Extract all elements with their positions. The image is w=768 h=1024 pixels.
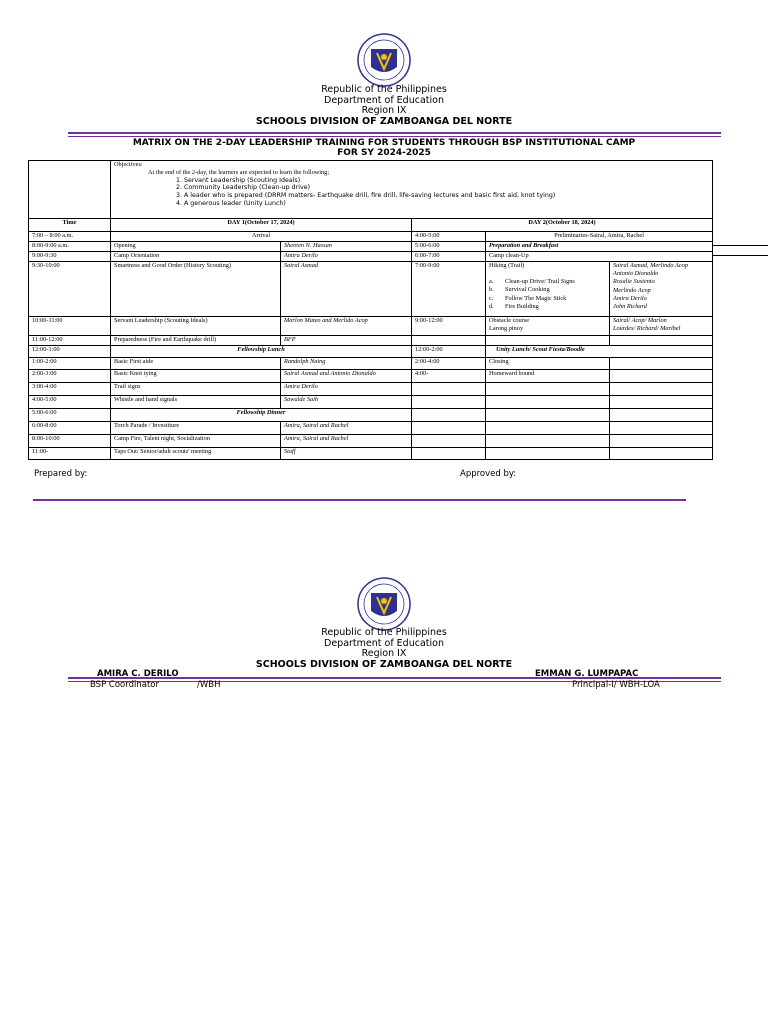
time-cell xyxy=(412,336,486,346)
hiking-item-text: Survival Cooking xyxy=(505,286,550,294)
obstacle-cell xyxy=(486,317,610,336)
time-cell: 11:00-12:00 xyxy=(29,336,111,346)
footer-rule-2 xyxy=(68,677,721,679)
hiking-item xyxy=(489,278,606,286)
list-marker: d. xyxy=(489,302,494,310)
table-row xyxy=(29,383,713,396)
time-cell: 4:00-5:00 xyxy=(412,232,486,242)
activity-cell: Taps Out/ Senior/adult scouts' meeting xyxy=(111,448,281,460)
activity-cell: Fellowship Dinner xyxy=(111,409,412,422)
signer2-role: Principal-I/ WBH-LOA xyxy=(572,680,660,690)
list-marker: b. xyxy=(489,286,494,294)
schedule-matrix xyxy=(28,160,713,460)
table-overflow-line xyxy=(712,255,768,256)
objectives-intro: At the end of the 2-day, the learners are expected to learn the following; xyxy=(148,168,330,176)
footer-rule xyxy=(33,499,686,501)
activity-cell: Closing xyxy=(486,358,610,370)
activity-cell: Torch Parade / Investiture xyxy=(111,422,281,435)
table-row xyxy=(29,232,713,242)
facilitator-cell xyxy=(610,448,713,460)
time-cell: 3:00-4:00 xyxy=(29,383,111,396)
division-line: SCHOOLS DIVISION OF ZAMBOANGA DEL NORTE xyxy=(255,115,513,127)
time-cell: 4:00-5:00 xyxy=(29,396,111,409)
header-rule-thin xyxy=(68,136,721,137)
objective-item: 1. Servant Leadership (Scouting Ideals) xyxy=(184,177,709,185)
letterhead xyxy=(0,85,768,127)
signer1-name: AMIRA C. DERILO xyxy=(97,669,179,679)
list-marker: c. xyxy=(489,294,494,302)
activity-cell: Trail signs xyxy=(111,383,281,396)
region-line: Region IX xyxy=(361,648,407,659)
signer2-name: EMMAN G. LUMPAPAC xyxy=(535,669,639,679)
deped-seal-icon xyxy=(357,577,411,631)
time-cell: 11:00- xyxy=(29,448,111,460)
region-line: Region IX xyxy=(361,105,407,116)
time-cell: 2:00-3:00 xyxy=(29,370,111,383)
title-line-1: MATRIX ON THE 2-DAY LEADERSHIP TRAINING FOR STUDENTS THROUGH BSP INSTITUTIONAL CAMP xyxy=(132,138,636,148)
facilitator-cell: Staff xyxy=(281,448,412,460)
objective-item: 4. A generous leader (Unity Lunch) xyxy=(184,200,709,208)
table-row xyxy=(29,346,713,358)
facilitator-cell: Sairal Asmad and Antonio Dionaldo xyxy=(281,370,412,383)
facilitator-cell xyxy=(610,409,713,422)
activity-cell xyxy=(486,383,610,396)
facilitator-name: Amira Derilo xyxy=(613,294,647,302)
activity-cell: Arrival xyxy=(111,232,412,242)
facilitator-cell xyxy=(610,336,713,346)
table-row xyxy=(29,262,713,317)
time-cell: 8:00-10:00 xyxy=(29,435,111,448)
time-cell: 4:00- xyxy=(412,370,486,383)
time-cell: 6:00-8:00 xyxy=(29,422,111,435)
day2-header: DAY 2(October 18, 2024) xyxy=(412,219,713,232)
activity-cell: Camp Orientation xyxy=(111,252,281,262)
table-header-row xyxy=(29,219,713,232)
time-cell: 12:00-2:00 xyxy=(412,346,486,358)
division-line: SCHOOLS DIVISION OF ZAMBOANGA DEL NORTE xyxy=(255,658,513,670)
time-cell xyxy=(412,422,486,435)
time-cell: 5:00-6:00 xyxy=(29,409,111,422)
facilitator-name: John Richard xyxy=(613,303,647,311)
activity-cell xyxy=(486,396,610,409)
facilitator-name: Rosalie Sustento xyxy=(613,278,655,286)
time-cell xyxy=(412,435,486,448)
activity-cell: Basic First aide xyxy=(111,358,281,370)
prepared-by-label: Prepared by: xyxy=(34,469,88,479)
hiking-item-text: Clean-up Drive/ Trail Signs xyxy=(505,278,575,286)
hiking-cell xyxy=(486,262,610,317)
country-line: Republic of the Philippines xyxy=(321,627,447,638)
facilitator-cell: Marlon Mateo and Merlido Acop xyxy=(281,317,412,336)
objectives-list xyxy=(114,177,709,208)
signer1-role-suffix: /WBH xyxy=(197,680,221,690)
activity-cell: Camp Fire, Talent night, Socialization xyxy=(111,435,281,448)
facilitator-name: Sairal Asmad, Merlindo Acop xyxy=(613,262,688,269)
obstacle-extra: Larong pinoy xyxy=(489,325,524,333)
hiking-facilitators-cell xyxy=(610,262,713,317)
activity-cell xyxy=(486,448,610,460)
deped-seal-icon xyxy=(357,33,411,87)
activity-cell xyxy=(486,409,610,422)
objective-item: 3. A leader who is prepared (DRRM matters- Earthquake drill, fire drill, life-saving lectures and basic first aid, knot tying) xyxy=(184,192,709,200)
table-row xyxy=(29,448,713,460)
hiking-item-text: Fire Building xyxy=(505,302,539,310)
activity-cell xyxy=(486,336,610,346)
objectives-cell xyxy=(111,161,713,219)
hiking-item-text: Follow The Magic Stick xyxy=(505,294,567,302)
table-overflow-line xyxy=(712,245,768,246)
activity-cell: Preliminaries-Sairal, Amira, Rachel xyxy=(486,232,713,242)
activity-cell: Whistle and hand signals xyxy=(111,396,281,409)
objective-item: 2. Community Leadership (Clean-up drive) xyxy=(184,184,709,192)
department-line: Department of Education xyxy=(324,94,444,106)
table-row xyxy=(29,370,713,383)
activity-cell: Unity Lunch/ Scout Fiesta/Boodle xyxy=(486,346,713,358)
activity-cell xyxy=(486,422,610,435)
table-row xyxy=(29,358,713,370)
facilitator-cell: Amira, Sairal and Rachel xyxy=(281,435,412,448)
time-cell: 9:00-9:30 xyxy=(29,252,111,262)
facilitator-cell: Amira Derilo xyxy=(281,252,412,262)
facilitator-cell: Amira, Sairal and Rachel xyxy=(281,422,412,435)
facilitator-cell: Randolph Naing xyxy=(281,358,412,370)
objectives-label: Objectives: xyxy=(114,161,143,168)
facilitator-cell xyxy=(610,396,713,409)
header-rule xyxy=(68,132,721,134)
activity-cell: Homeward bound xyxy=(486,370,610,383)
time-cell: 9:30-10:00 xyxy=(29,262,111,317)
time-cell: 2:00-4:00 xyxy=(412,358,486,370)
time-cell: 7:00-9:00 xyxy=(412,262,486,317)
time-cell xyxy=(412,396,486,409)
activity-cell: Basic Knot tying xyxy=(111,370,281,383)
time-cell xyxy=(412,448,486,460)
obstacle-title: Obstacle course xyxy=(489,317,530,324)
title-line-2: FOR SY 2024-2025 xyxy=(337,148,431,158)
time-cell xyxy=(412,409,486,422)
approved-by-label: Approved by: xyxy=(460,469,517,479)
time-cell xyxy=(412,383,486,396)
time-cell: 10:00-11:00 xyxy=(29,317,111,336)
list-marker: a. xyxy=(489,278,494,286)
facilitator-cell xyxy=(610,422,713,435)
hiking-item xyxy=(489,303,606,311)
table-row xyxy=(29,422,713,435)
department-line: Department of Education xyxy=(324,637,444,649)
time-cell: 5:00-6:00 xyxy=(412,242,486,252)
time-cell: 6:00-7:00 xyxy=(412,252,486,262)
activity-cell: Servant Leadership (Scouting Ideals) xyxy=(111,317,281,336)
document-title xyxy=(0,138,768,158)
table-row xyxy=(29,396,713,409)
facilitator-cell: BFP xyxy=(281,336,412,346)
facilitator-cell xyxy=(610,383,713,396)
objectives-blank-cell xyxy=(29,161,111,219)
activity-cell: Fellowship Lunch xyxy=(111,346,412,358)
signer1-role: BSP Coordinator xyxy=(90,680,159,690)
table-row xyxy=(29,435,713,448)
activity-cell: Preparedness (Fire and Earthquake drill) xyxy=(111,336,281,346)
day1-header: DAY 1(October 17, 2024) xyxy=(111,219,412,232)
facilitator-cell: Sairal Asmad xyxy=(281,262,412,317)
facilitator-name: Lourdes/ Richard/ Maribel xyxy=(613,325,681,333)
country-line: Republic of the Philippines xyxy=(321,84,447,95)
time-header: Time xyxy=(29,219,111,232)
objectives-row xyxy=(29,161,713,219)
facilitator-name: Sairal/ Acop/ Marlon xyxy=(613,317,667,324)
table-row xyxy=(29,242,713,252)
hiking-item xyxy=(489,295,606,303)
table-row xyxy=(29,317,713,336)
facilitator-name: Merlindo Acop xyxy=(613,286,651,294)
time-cell: 9:00-12:00 xyxy=(412,317,486,336)
facilitator-name: Antonio Dionaldo xyxy=(613,270,659,278)
hiking-title: Hiking (Trail) xyxy=(489,262,525,269)
hiking-list xyxy=(489,278,606,311)
table-row xyxy=(29,409,713,422)
facilitator-cell: Sawalde Saih xyxy=(281,396,412,409)
facilitator-cell: Shereen N. Hassan xyxy=(281,242,412,252)
time-cell: 12:00-1:00 xyxy=(29,346,111,358)
time-cell: 1:00-2:00 xyxy=(29,358,111,370)
time-cell: 8:00-9:00 a.m. xyxy=(29,242,111,252)
table-row xyxy=(29,252,713,262)
obstacle-facilitators-cell xyxy=(610,317,713,336)
activity-cell xyxy=(486,435,610,448)
time-cell: 7:00 – 8:00 a.m. xyxy=(29,232,111,242)
facilitator-cell xyxy=(610,370,713,383)
facilitator-cell xyxy=(610,435,713,448)
activity-cell: Preparation and Breakfast xyxy=(486,242,713,252)
letterhead-repeat xyxy=(0,628,768,670)
table-row xyxy=(29,336,713,346)
activity-cell: Smartness and Good Order (History Scouting) xyxy=(111,262,281,317)
activity-cell: Camp clean-Up xyxy=(486,252,713,262)
hiking-item xyxy=(489,286,606,294)
facilitator-cell xyxy=(610,358,713,370)
activity-cell: Opening xyxy=(111,242,281,252)
facilitator-cell: Amira Derilo xyxy=(281,383,412,396)
